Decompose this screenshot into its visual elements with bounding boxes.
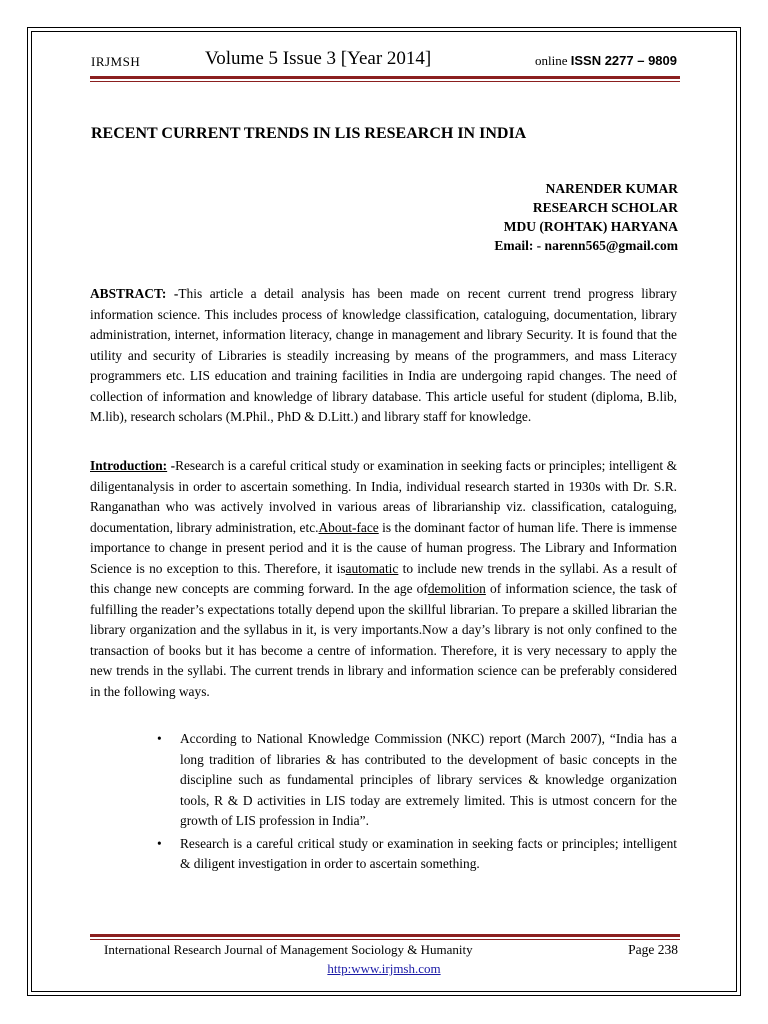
author-role: RESEARCH SCHOLAR: [532, 200, 678, 215]
introduction-paragraph: [90, 456, 677, 702]
footer-rule-thin: [90, 939, 680, 940]
bullet-icon: •: [157, 731, 162, 746]
article-title: RECENT CURRENT TRENDS IN LIS RESEARCH IN INDIA: [91, 125, 527, 142]
footer-page-number: Page 238: [628, 942, 678, 957]
introduction-label: Introduction:: [90, 458, 168, 473]
header-issn-prefix: online: [535, 53, 568, 68]
introduction-dash: -: [167, 458, 176, 473]
abstract-text: This article a detail analysis has been made on recent current trend progress library information science. This includes process of knowledge classification, cataloguing, documentation, library administration, internet, information literacy, change in management and library Security. It is found that the utility and security of Libraries is steadily increasing by means of the programmers, and mass Literacy programmers etc. LIS education and training facilities in India are undergoing rapid changes. The need of collection of information and knowledge of library database. This article useful for student (diploma, B.lib, M.lib), research scholars (M.Phil., PhD & D.Litt.) and library staff for knowledge.: [90, 286, 677, 424]
bullet-text: According to National Knowledge Commission (NKC) report (March 2007), “India has a long tradition of libraries & has contributed to the development of basic concepts in the discipline such as fundamental principles of library services & knowledge organization tools, R & D activities in LIS today are extremely limited. This is utmost concern for the growth of LIS profession in India”.: [180, 731, 677, 828]
footer-url-link[interactable]: http:www.irjmsh.com: [327, 961, 441, 976]
introduction-text-2: is the dominant factor of human life. There is immense importance to change in present period and it is the cause of human progress. The Library and Information Science is no exception to this. Therefore, it is: [90, 519, 677, 576]
header-issn: [535, 53, 677, 69]
author-email: Email: - narenn565@gmail.com: [494, 238, 678, 253]
page-header: [91, 48, 681, 74]
introduction-underlined-automatic: automatic: [345, 560, 399, 576]
author-block: [494, 179, 678, 255]
header-volume: Volume 5 Issue 3 [Year 2014]: [205, 48, 432, 69]
header-journal: IRJMSH: [91, 54, 141, 69]
author-affiliation: MDU (ROHTAK) HARYANA: [503, 219, 678, 234]
header-rule-thin: [90, 81, 680, 82]
bullet-icon: •: [157, 835, 162, 851]
introduction-text-1: Research is a careful critical study or examination in seeking facts or principles; intelligent & diligentanalysis in order to ascertain something. In India, individual research started in 1930s with Dr. S.R. Ranganathan who was actively involved in various areas of librarianship viz. classification, cataloguing, documentation, library administration, etc.: [90, 458, 678, 535]
abstract-paragraph: [90, 284, 677, 428]
header-issn-number: ISSN 2277 – 9809: [570, 53, 677, 68]
footer-rule-thick: [90, 934, 680, 937]
list-item: [157, 834, 677, 875]
bullet-text: Research is a careful critical study or examination in seeking facts or principles; intelligent & diligent investigation in order to ascertain something.: [180, 835, 677, 871]
introduction-text-4: of information science, the task of fulfilling the reader’s expectations totally depend upon the skillful librarian. To prepare a skilled librarian the library organization and the syllabus in it, is very importants.Now a day’s library is not only confined to the transaction of books but it has become a centre of information. Therefore, it is very necessary to apply the new trends in the syllabi. The current trends in library and information science can be preferably considered in the following ways.: [90, 581, 677, 699]
abstract-label: ABSTRACT: -: [90, 286, 179, 301]
header-rule-thick: [90, 76, 680, 79]
author-name: NARENDER KUMAR: [545, 181, 678, 196]
introduction-underlined-about-face: About-face: [318, 519, 379, 535]
list-item: [157, 729, 677, 832]
bullet-list: [157, 729, 677, 877]
footer-journal: International Research Journal of Management Sociology & Humanity: [104, 942, 473, 957]
introduction-underlined-demolition: demolition: [427, 581, 486, 596]
introduction-text-3: to include new trends in the syllabi. As a result of this change new concepts are comming forward. In the age of: [90, 560, 677, 596]
